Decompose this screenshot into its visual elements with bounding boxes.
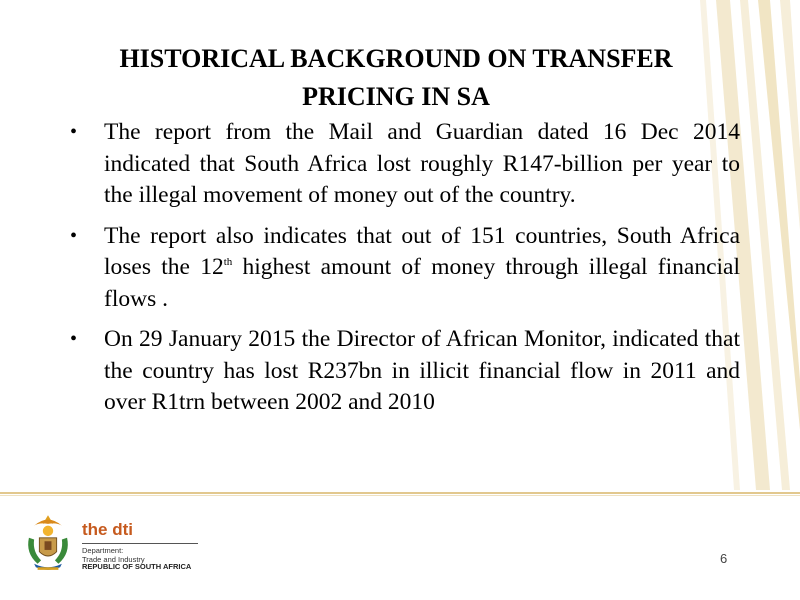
bullet-text-part: highest amount of money through illegal financial flows . [104, 254, 740, 312]
page-number: 6 [720, 551, 728, 566]
coat-of-arms-icon [22, 510, 74, 576]
bullet-dot-icon: • [70, 121, 78, 143]
bullet-superscript: th [223, 256, 233, 268]
department-line-1: Department: [82, 546, 124, 555]
bullet-text: The report from the Mail and Guardian dated 16 Dec 2014 indicated that South Africa lost roughly R147-billion per year to the illegal movement of money out of the country. [104, 119, 740, 208]
title-line-1: HISTORICAL BACKGROUND ON TRANSFER [119, 44, 673, 73]
slide-title [40, 40, 752, 116]
bullet-item [70, 117, 740, 212]
bullet-list [70, 117, 740, 428]
footer-divider-secondary [0, 495, 800, 496]
footer-divider [0, 492, 800, 494]
bullet-dot-icon: • [70, 328, 78, 350]
department-line-2: Trade and Industry [82, 555, 145, 564]
brand-name: the dti [82, 520, 133, 539]
bullet-item [70, 324, 740, 419]
brand-rule [82, 543, 198, 544]
bullet-dot-icon: • [70, 224, 78, 247]
title-line-2: PRICING IN SA [302, 82, 490, 111]
bullet-item [70, 221, 740, 316]
bullet-text: On 29 January 2015 the Director of African Monitor, indicated that the country has lost R237bn in illicit financial flow in 2011 and over R1trn between 2002 and 2010 [104, 326, 740, 415]
bullet-text-part: The report also indicates that out of 151 countries, South Africa loses the 12 [104, 222, 740, 280]
country-label: REPUBLIC OF SOUTH AFRICA [82, 562, 192, 571]
